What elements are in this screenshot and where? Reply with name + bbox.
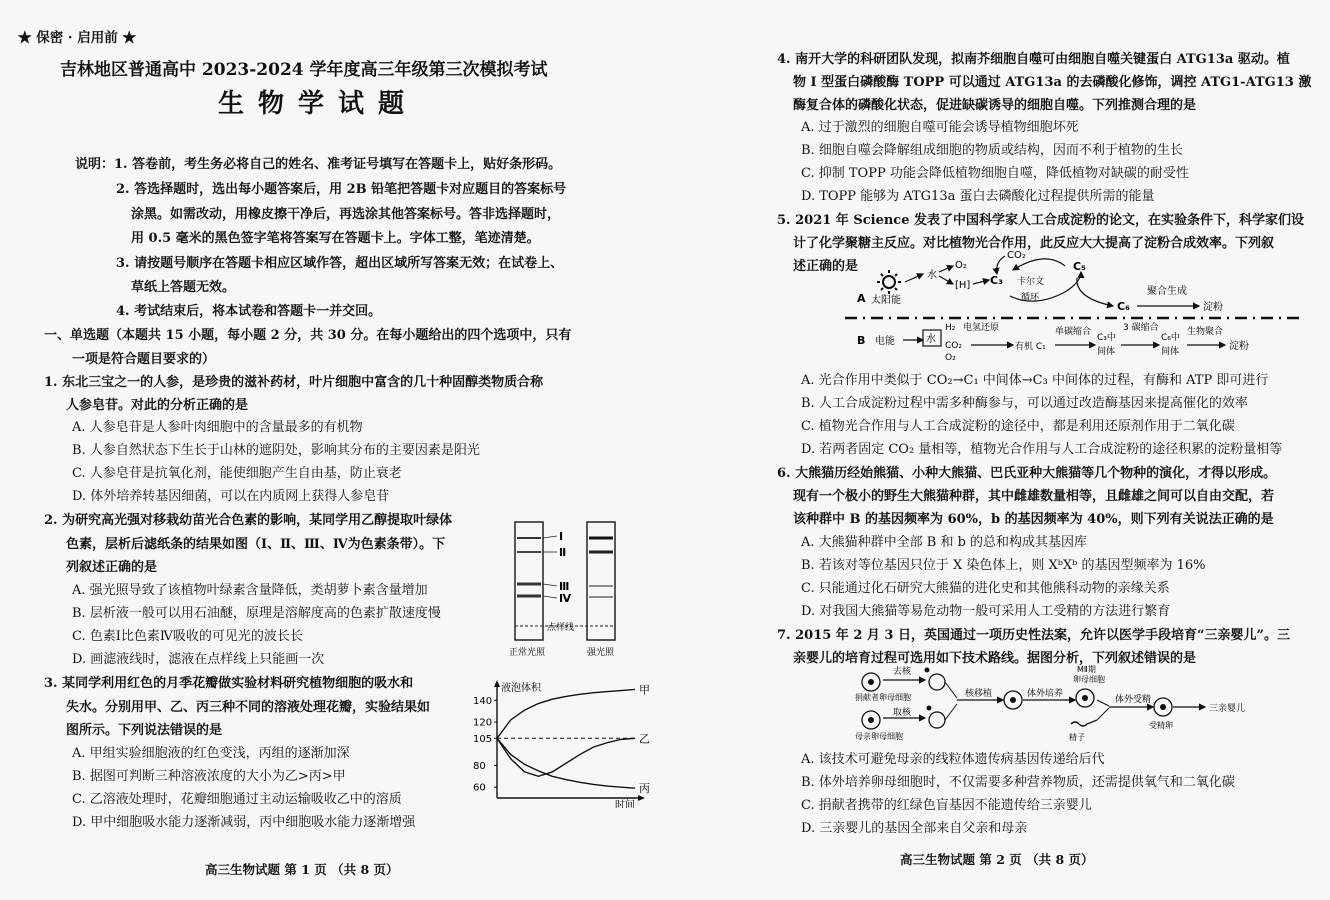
option-c[interactable]: C. 捐献者携带的红绿色盲基因不能遗传给三亲婴儿 — [801, 798, 1092, 813]
band-label: Ⅱ — [559, 546, 567, 559]
option-b[interactable]: B. 人参自然状态下生长于山林的遮阴处，影响其分布的主要因素是阳光 — [72, 443, 480, 458]
svg-text:有机 C₁: 有机 C₁ — [1015, 342, 1046, 352]
instruction-line: 4. 考试结束后，将本试卷和答题卡一并交回。 — [116, 304, 382, 319]
option-a[interactable]: A. 该技术可避免母亲的线粒体遗传病基因传递给后代 — [801, 752, 1105, 767]
series-label: 乙 — [639, 732, 650, 746]
page-footer: 高三生物试题 第 1 页 （共 8 页） — [205, 862, 399, 877]
starch-synthesis-figure — [845, 248, 1315, 368]
svg-text:C₆: C₆ — [1117, 300, 1130, 313]
option-b[interactable]: B. 层析液一般可以用石油醚，原理是溶解度高的色素扩散速度慢 — [72, 606, 441, 621]
question-stem: 2. 为研究高光强对移栽幼苗光合色素的影响，某同学用乙醇提取叶绿体 — [44, 513, 453, 528]
question-stem: 亲婴儿的培育过程可选用如下技术路线。据图分析，下列叙述错误的是 — [793, 651, 1197, 666]
svg-text:电能: 电能 — [875, 336, 895, 347]
svg-text:体外受精: 体外受精 — [1115, 695, 1152, 705]
svg-text:间体: 间体 — [1161, 347, 1180, 357]
y-tick-label: 105 — [473, 733, 493, 745]
svg-text:水: 水 — [927, 270, 937, 281]
chromatography-figure — [505, 518, 630, 663]
series-label: 甲 — [639, 683, 650, 697]
question-stem: 该种群中 B 的基因频率为 60%，b 的基因频率为 40%，则下列有关说法正确的是 — [793, 512, 1274, 527]
option-c[interactable]: C. 抑制 TOPP 功能会降低植物细胞自噬，降低植物对缺碳的耐受性 — [801, 166, 1189, 181]
question-stem: 现有一个极小的野生大熊猫种群，其中雌雄数量相等，且雌雄之间可以自由交配，若 — [793, 489, 1275, 504]
question-stem: 3. 某同学利用红色的月季花瓣做实验材料研究植物细胞的吸水和 — [44, 676, 414, 691]
svg-text:H₂: H₂ — [945, 323, 956, 333]
svg-text:三亲婴儿: 三亲婴儿 — [1209, 704, 1246, 714]
svg-text:3 碳缩合: 3 碳缩合 — [1123, 323, 1159, 333]
subject-title: 生物学试题 — [218, 89, 419, 119]
question-stem: 人参皂苷。对此的分析正确的是 — [66, 398, 249, 413]
svg-text:CO₂: CO₂ — [945, 341, 962, 351]
option-b[interactable]: B. 体外培养卵母细胞时，不仅需要多种营养物质，还需提供氧气和二氧化碳 — [801, 775, 1235, 790]
page-footer: 高三生物试题 第 2 页 （共 8 页） — [900, 852, 1094, 867]
question-stem: 6. 大熊猫历经始熊猫、小种大熊猫、巴氏亚种大熊猫等几个物种的演化，才得以形成。 — [777, 466, 1277, 481]
strip-label: 正常光照 — [509, 648, 546, 658]
sperm-icon — [1071, 720, 1097, 726]
svg-text:C₃: C₃ — [990, 274, 1003, 287]
y-tick-label: 60 — [473, 782, 486, 794]
option-a[interactable]: A. 强光照导致了该植物叶绿素含量降低，类胡萝卜素含量增加 — [72, 583, 428, 598]
exam-title: 吉林地区普通高中 2023-2024 学年度高三年级第三次模拟考试 — [60, 60, 548, 80]
series-label: 丙 — [639, 782, 650, 796]
strip-normal — [515, 522, 543, 640]
instruction-line: 用 0.5 毫米的黑色签字笔将答案写在答题卡上。字体工整，笔迹清楚。 — [131, 231, 540, 246]
option-a[interactable]: A. 大熊猫种群中全部 B 和 b 的总和构成其基因库 — [801, 535, 1088, 550]
svg-text:生物聚合: 生物聚合 — [1187, 327, 1224, 337]
option-a[interactable]: A. 人参皂苷是人参叶肉细胞中的含量最多的有机物 — [72, 420, 363, 435]
option-c[interactable]: C. 人参皂苷是抗氧化剂，能使细胞产生自由基，防止衰老 — [72, 466, 402, 481]
svg-text:循环: 循环 — [1021, 293, 1040, 303]
option-d[interactable]: D. 若两者固定 CO₂ 量相等，植物光合作用与人工合成淀粉的途径积累的淀粉量相等 — [801, 442, 1283, 457]
svg-text:单碳缩合: 单碳缩合 — [1055, 327, 1092, 337]
question-stem: 失水。分别用甲、乙、丙三种不同的溶液处理花瓣，实验结果如 — [66, 700, 431, 715]
svg-text:捐献者卵母细胞: 捐献者卵母细胞 — [855, 693, 911, 702]
svg-text:C₃中: C₃中 — [1097, 333, 1116, 343]
question-stem: 图所示。下列说法错误的是 — [66, 723, 223, 738]
svg-text:聚合生成: 聚合生成 — [1147, 286, 1187, 297]
instruction-line: 草纸上答题无效。 — [131, 280, 236, 295]
strip-strong — [587, 522, 615, 640]
svg-text:精子: 精子 — [1069, 733, 1085, 742]
svg-text:母亲卵母细胞: 母亲卵母细胞 — [855, 732, 903, 741]
question-stem: 色素，层析后滤纸条的结果如图（Ⅰ、Ⅱ、Ⅲ、Ⅳ为色素条带）。下 — [66, 537, 446, 552]
option-b[interactable]: B. 若该对等位基因只位于 X 染色体上，则 XᵇXᵇ 的基因型频率为 16% — [801, 558, 1206, 573]
instruction-line: 涂黑。如需改动，用橡皮擦干净后，再选涂其他答案标号。答非选择题时， — [131, 207, 561, 222]
band-label: Ⅳ — [559, 592, 572, 605]
option-c[interactable]: C. 乙溶液处理时，花瓣细胞通过主动运输吸收乙中的溶质 — [72, 792, 402, 807]
question-stem: 物 Ⅰ 型蛋白磷酸酶 TOPP 可以通过 ATG13a 的去磷酸化修饰，调控 ATG1-ATG13 激 — [793, 75, 1312, 90]
svg-text:淀粉: 淀粉 — [1203, 302, 1223, 313]
y-tick-label: 80 — [473, 760, 486, 772]
svg-text:取核: 取核 — [893, 708, 912, 718]
series-line-乙 — [497, 738, 635, 776]
origin-label: 点样线 — [547, 623, 575, 633]
svg-text:电氢还原: 电氢还原 — [963, 323, 1000, 333]
option-b[interactable]: B. 据图可判断三种溶液浓度的大小为乙>丙>甲 — [72, 769, 346, 784]
option-c[interactable]: C. 色素Ⅰ比色素Ⅳ吸收的可见光的波长长 — [72, 629, 303, 644]
series-line-甲 — [497, 689, 635, 738]
svg-text:A: A — [857, 292, 866, 305]
three-parent-baby-figure — [853, 662, 1293, 750]
confidential-header: ★ 保密 · 启用前 ★ — [18, 30, 136, 46]
y-tick-label: 140 — [473, 695, 493, 707]
svg-text:O₂: O₂ — [955, 260, 967, 271]
svg-text:间体: 间体 — [1097, 347, 1116, 357]
option-d[interactable]: D. 三亲婴儿的基因全部来自父亲和母亲 — [801, 821, 1028, 836]
svg-text:卡尔文: 卡尔文 — [1017, 277, 1045, 287]
sun-icon — [877, 270, 901, 294]
section-heading-cont: 一项是符合题目要求的） — [72, 352, 216, 367]
svg-text:C₆中: C₆中 — [1161, 333, 1180, 343]
instruction-line: 3. 请按题号顺序在答题卡相应区域作答，超出区域所写答案无效；在试卷上、 — [116, 256, 564, 271]
y-axis-label: 液泡体积 — [501, 683, 541, 694]
page-2 — [665, 0, 1330, 900]
question-stem: 7. 2015 年 2 月 3 日，英国通过一项历史性法案，允许以医学手段培育“三亲婴儿”。三 — [777, 628, 1290, 643]
svg-text:水: 水 — [926, 334, 936, 345]
svg-text:卵母细胞: 卵母细胞 — [1073, 675, 1105, 684]
question-stem: 4. 南开大学的科研团队发现，拟南芥细胞自噬可由细胞自噬关键蛋白 ATG13a 驱动。植 — [777, 52, 1290, 67]
svg-text:淀粉: 淀粉 — [1229, 341, 1249, 352]
vacuole-volume-chart — [465, 678, 655, 808]
option-d[interactable]: D. TOPP 能够为 ATG13a 蛋白去磷酸化过程提供所需的能量 — [801, 189, 1155, 204]
option-d[interactable]: D. 体外培养转基因细菌，可以在内质网上获得人参皂苷 — [72, 489, 390, 504]
option-a[interactable]: A. 过于激烈的细胞自噬可能会诱导植物细胞坏死 — [801, 120, 1079, 135]
svg-text:B: B — [857, 334, 866, 347]
option-d[interactable]: D. 画滤液线时，滤液在点样线上只能画一次 — [72, 652, 325, 667]
question-stem: 计了化学聚糖主反应。对比植物光合作用，此反应大大提高了淀粉合成效率。下列叙 — [793, 236, 1275, 251]
svg-text:受精卵: 受精卵 — [1149, 721, 1173, 730]
svg-text:[H]: [H] — [955, 280, 971, 291]
option-c[interactable]: C. 只能通过化石研究大熊猫的进化史和其他熊科动物的亲缘关系 — [801, 581, 1170, 596]
svg-text:C₅: C₅ — [1073, 260, 1086, 273]
band-label: Ⅲ — [559, 580, 570, 593]
question-stem: 5. 2021 年 Science 发表了中国科学家人工合成淀粉的论文，在实验条件下，科学家们设 — [777, 213, 1305, 228]
svg-text:O₂: O₂ — [945, 353, 956, 363]
band-label: Ⅰ — [559, 530, 564, 543]
option-d[interactable]: D. 对我国大熊猫等易危动物一般可采用人工受精的方法进行繁育 — [801, 604, 1171, 619]
question-stem: 1. 东北三宝之一的人参，是珍贵的滋补药材，叶片细胞中富含的几十种固醇类物质合称 — [44, 375, 544, 390]
svg-text:CO₂: CO₂ — [1007, 250, 1026, 261]
svg-text:体外培养: 体外培养 — [1027, 689, 1064, 699]
instruction-line: 说明：1. 答卷前，考生务必将自己的姓名、准考证号填写在答题卡上，贴好条形码。 — [75, 157, 562, 172]
svg-text:去核: 去核 — [893, 667, 912, 677]
option-c[interactable]: C. 植物光合作用与人工合成淀粉的途径中，都是利用还原剂作用于二氧化碳 — [801, 419, 1235, 434]
instruction-line: 2. 答选择题时，选出每小题答案后，用 2B 铅笔把答题卡对应题目的答案标号 — [116, 182, 567, 197]
section-heading: 一、单选题（本题共 15 小题，每小题 2 分，共 30 分。在每小题给出的四个选项中，只有 — [44, 328, 572, 343]
y-tick-label: 120 — [473, 717, 493, 729]
svg-text:核移植: 核移植 — [965, 689, 993, 699]
option-b[interactable]: B. 人工合成淀粉过程中需多种酶参与，可以通过改造酶基因来提高催化的效率 — [801, 396, 1248, 411]
svg-text:MⅡ期: MⅡ期 — [1077, 665, 1096, 674]
question-stem: 述正确的是 — [793, 259, 859, 274]
option-b[interactable]: B. 细胞自噬会降解组成细胞的物质或结构，因而不利于植物的生长 — [801, 143, 1183, 158]
option-a[interactable]: A. 光合作用中类似于 CO₂→C₁ 中间体→C₃ 中间体的过程，有酶和 ATP 即可进行 — [801, 373, 1269, 388]
question-stem: 列叙述正确的是 — [66, 560, 158, 575]
option-d[interactable]: D. 甲中细胞吸水能力逐渐减弱，丙中细胞吸水能力逐渐增强 — [72, 815, 416, 830]
strip-label: 强光照 — [587, 648, 615, 658]
question-stem: 酶复合体的磷酸化状态，促进缺碳诱导的细胞自噬。下列推测合理的是 — [793, 98, 1197, 113]
x-axis-label: 时间 — [615, 800, 635, 808]
svg-text:太阳能: 太阳能 — [871, 295, 901, 306]
option-a[interactable]: A. 甲组实验细胞液的红色变浅，丙组的逐渐加深 — [72, 746, 350, 761]
